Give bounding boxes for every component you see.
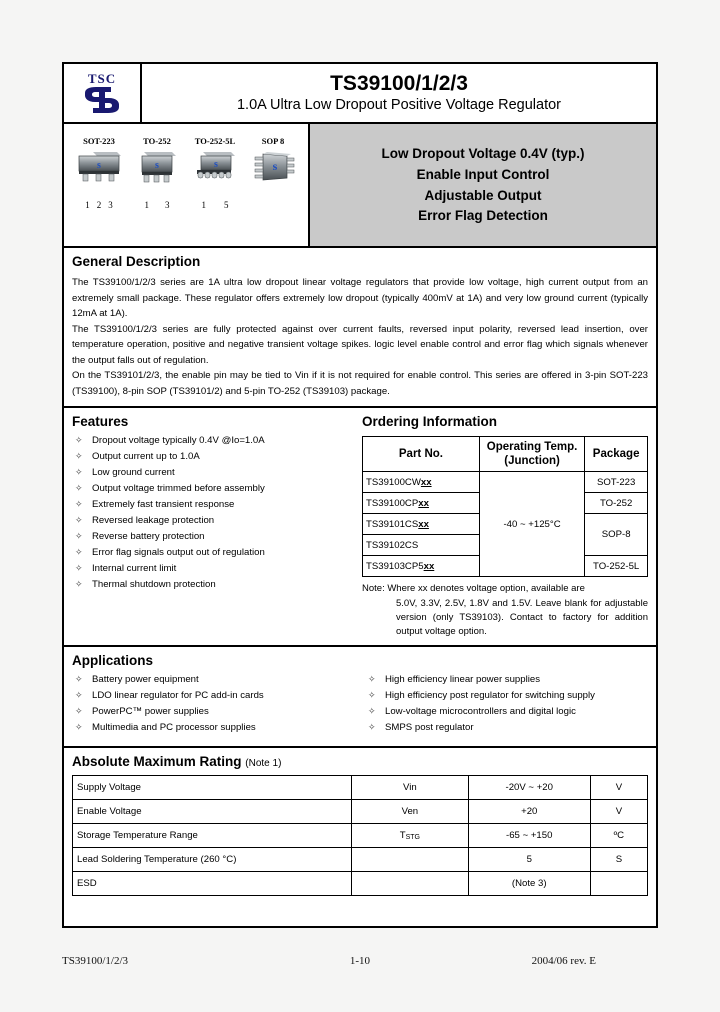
list-item	[365, 723, 648, 733]
section-heading: General Description	[72, 254, 201, 269]
highlight-line: Error Flag Detection	[418, 208, 548, 224]
list-item	[72, 675, 355, 685]
list-item	[72, 548, 350, 558]
cell-part-no	[363, 535, 480, 556]
svg-text:s: s	[155, 160, 159, 171]
section-heading: Features	[72, 414, 129, 430]
heading-text: Absolute Maximum Rating	[72, 753, 242, 769]
section-heading	[72, 754, 648, 770]
cell-package: TO-252-5L	[585, 556, 648, 577]
applications-list-right	[365, 675, 648, 739]
cell-parameter: ESD	[73, 872, 352, 896]
cell-symbol	[352, 776, 469, 800]
pin-numbers	[187, 200, 243, 210]
feature-text: Dropout voltage typically 0.4V @Io=1.0A	[92, 434, 265, 446]
package-label: SOP 8	[261, 136, 285, 146]
diamond-bullet-icon: ✧	[75, 673, 83, 684]
cell-unit: S	[590, 848, 647, 872]
table-row	[73, 824, 648, 848]
tsc-s-logo-icon	[81, 86, 123, 114]
list-item	[72, 500, 350, 510]
diamond-bullet-icon: ✧	[75, 563, 83, 574]
cell-part-no	[363, 493, 480, 514]
diamond-bullet-icon: ✧	[368, 705, 376, 716]
cell-parameter: Enable Voltage	[73, 800, 352, 824]
to-252-5l-chip-icon	[187, 150, 243, 202]
symbol-text: T	[399, 830, 406, 842]
diamond-bullet-icon: ✧	[75, 721, 83, 732]
section-heading: Applications	[72, 653, 154, 669]
header-line-1: Operating Temp.	[486, 440, 578, 453]
svg-text:s: s	[97, 160, 101, 171]
description-paragraph: The TS39100/1/2/3 series are fully protected against over current faults, reversed input polarity, reversed lead insertion, over temperature operation, positive and negative transient voltage spikes. logic level enable control and error flag which signals whenever the output falls out of regulation.	[72, 323, 648, 366]
application-text: Low-voltage microcontrollers and digital logic	[385, 705, 576, 717]
pin-numbers	[71, 200, 127, 210]
application-text: Battery power equipment	[92, 673, 199, 685]
page-header	[64, 64, 656, 124]
pin-number: 2	[96, 200, 102, 210]
applications-list-left	[72, 675, 355, 739]
package-images-cell	[64, 124, 310, 246]
cell-symbol	[352, 848, 469, 872]
diamond-bullet-icon: ✧	[368, 721, 376, 732]
diamond-bullet-icon: ✧	[75, 434, 83, 445]
ordering-information-section	[356, 408, 656, 645]
cell-symbol	[352, 824, 469, 848]
column-header-operating-temp	[479, 436, 584, 472]
note-rest: 5.0V, 3.3V, 2.5V, 1.8V and 1.5V. Leave blank for adjustable version (only TS39103). Contact to factory for addition output voltage option.	[396, 597, 648, 638]
cell-value: (Note 3)	[468, 872, 590, 896]
part-prefix: TS39101CS	[366, 518, 419, 530]
cell-unit	[590, 872, 647, 896]
application-text: High efficiency linear power supplies	[385, 673, 541, 685]
diamond-bullet-icon: ✧	[75, 482, 83, 493]
cell-value: -20V ~ +20	[468, 776, 590, 800]
package-sop-8	[245, 136, 301, 210]
part-subtitle: 1.0A Ultra Low Dropout Positive Voltage Regulator	[236, 96, 562, 113]
cell-operating-temp: -40 ~ +125°C	[479, 472, 584, 577]
part-xx-suffix: xx	[418, 518, 429, 530]
list-item	[72, 691, 355, 701]
company-logo	[64, 64, 142, 122]
diamond-bullet-icon: ✧	[75, 466, 83, 477]
diamond-bullet-icon: ✧	[75, 547, 83, 558]
application-text: SMPS post regulator	[385, 721, 474, 733]
list-item	[365, 691, 648, 701]
symbol-text: Ven	[401, 806, 419, 818]
features-ordering-band	[64, 408, 656, 647]
pin-number: 3	[165, 200, 170, 210]
diamond-bullet-icon: ✧	[368, 689, 376, 700]
highlight-line: Enable Input Control	[416, 166, 550, 182]
pin-numbers	[129, 200, 185, 210]
list-item	[72, 564, 350, 574]
symbol-subscript: STG	[405, 834, 420, 842]
column-header-part-no: Part No.	[363, 436, 480, 472]
package-highlight-band	[64, 124, 656, 248]
ordering-note	[362, 582, 648, 639]
cell-unit: V	[590, 776, 647, 800]
diamond-bullet-icon: ✧	[75, 579, 83, 590]
feature-text: Extremely fast transient response	[92, 499, 235, 510]
note-line-1: Note: Where xx denotes voltage option, available are	[362, 583, 585, 595]
diamond-bullet-icon: ✧	[75, 531, 83, 542]
list-item	[365, 675, 648, 685]
diamond-bullet-icon: ✧	[75, 450, 83, 461]
list-item	[365, 707, 648, 717]
page-title-block	[142, 64, 656, 122]
cell-unit: ºC	[590, 824, 647, 848]
feature-text: Output voltage trimmed before assembly	[92, 482, 265, 494]
cell-part-no	[363, 556, 480, 577]
logo-text: TSC	[87, 71, 117, 86]
features-section	[64, 408, 356, 645]
table-row	[73, 800, 648, 824]
description-paragraph: The TS39100/1/2/3 series are 1A ultra low dropout linear voltage regulators that provide low voltage, high current output from an extremely small package. These regulator offers extremely low dropout (typically 400mV at 1A) and very low ground current (typically 12mA at 1A).	[72, 277, 648, 320]
ordering-table	[362, 436, 648, 578]
applications-section	[64, 647, 656, 748]
to-252-chip-icon	[129, 150, 185, 202]
cell-value: 5	[468, 848, 590, 872]
feature-text: Reverse battery protection	[92, 531, 205, 543]
diamond-bullet-icon: ✧	[75, 499, 83, 509]
cell-parameter: Storage Temperature Range	[73, 824, 352, 848]
package-sot-223	[71, 136, 127, 210]
pin-number: 5	[224, 200, 229, 210]
list-item	[72, 723, 355, 733]
page-footer	[62, 955, 658, 967]
column-header-package: Package	[585, 436, 648, 472]
diamond-bullet-icon: ✧	[75, 689, 83, 700]
section-heading: Ordering Information	[362, 414, 497, 430]
applications-columns	[72, 675, 648, 739]
part-prefix: TS39103CP5	[366, 560, 424, 572]
sop-8-chip-icon	[245, 150, 301, 202]
features-list	[72, 436, 350, 590]
application-text: LDO linear regulator for PC add-in cards	[92, 689, 264, 701]
list-item	[72, 580, 350, 590]
list-item	[72, 468, 350, 478]
cell-package: SOP-8	[585, 514, 648, 556]
package-to-252	[129, 136, 185, 210]
part-xx-suffix: xx	[420, 476, 432, 488]
application-text: PowerPC™ power supplies	[92, 705, 209, 717]
diamond-bullet-icon: ✧	[75, 515, 83, 526]
application-text: Multimedia and PC processor supplies	[92, 721, 256, 733]
svg-text:s: s	[272, 159, 278, 173]
table-row	[73, 872, 648, 896]
cell-value: -65 ~ +150	[468, 824, 590, 848]
general-description-section	[64, 248, 656, 408]
cell-part-no	[363, 514, 480, 535]
footer-page-number: 1-10	[349, 955, 371, 967]
part-prefix: TS39100CP	[366, 497, 419, 509]
cell-unit: V	[590, 800, 647, 824]
list-item	[72, 516, 350, 526]
cell-symbol	[352, 872, 469, 896]
table-row	[73, 848, 648, 872]
cell-part-no	[363, 472, 480, 493]
package-label: TO-252	[143, 136, 171, 146]
diamond-bullet-icon: ✧	[368, 673, 376, 684]
pin-number: 1	[85, 200, 90, 210]
feature-highlight-box	[310, 124, 656, 246]
package-label: TO-252-5L	[194, 136, 236, 146]
description-paragraph: On the TS39101/2/3, the enable pin may be tied to Vin if it is not required for enable control. This series are offered in 3-pin SOT-223 (TS39100), 8-pin SOP (TS39101/2) and 5-pin TO-252 (TS39103) package.	[72, 370, 648, 397]
list-item	[72, 452, 350, 462]
feature-text: Error flag signals output out of regulation	[92, 547, 265, 559]
feature-text: Internal current limit	[92, 563, 177, 575]
feature-text: Output current up to 1.0A	[92, 450, 200, 462]
feature-text: Reversed leakage protection	[92, 515, 215, 527]
sot-223-chip-icon	[71, 150, 127, 202]
pin-number: 1	[144, 200, 149, 210]
cell-symbol	[352, 800, 469, 824]
absolute-maximum-table	[72, 775, 648, 896]
pin-number: 1	[201, 200, 206, 210]
table-header-row	[363, 436, 648, 472]
heading-note: (Note 1)	[245, 757, 282, 769]
part-xx-suffix: xx	[423, 560, 435, 572]
list-item	[72, 532, 350, 542]
svg-text:s: s	[214, 159, 218, 170]
part-xx-suffix: xx	[418, 497, 429, 509]
part-prefix: TS39100CW	[366, 476, 421, 488]
cell-parameter: Lead Soldering Temperature (260 °C)	[73, 848, 352, 872]
diamond-bullet-icon: ✧	[75, 705, 83, 716]
absolute-maximum-rating-section	[64, 748, 656, 904]
feature-text: Low ground current	[92, 466, 175, 478]
datasheet-page	[62, 62, 658, 928]
feature-text: Thermal shutdown protection	[92, 579, 216, 591]
header-line-2: (Junction)	[504, 455, 560, 467]
pin-number: 3	[108, 200, 113, 210]
package-label: SOT-223	[83, 136, 115, 146]
cell-package: SOT-223	[585, 472, 648, 493]
part-prefix: TS39102CS	[366, 539, 419, 551]
package-to-252-5l	[187, 136, 243, 210]
cell-value: +20	[468, 800, 590, 824]
highlight-line: Low Dropout Voltage 0.4V (typ.)	[381, 146, 585, 162]
cell-parameter: Supply Voltage	[73, 776, 352, 800]
highlight-line: Adjustable Output	[424, 187, 542, 203]
table-row	[73, 776, 648, 800]
application-text: High efficiency post regulator for switching supply	[385, 689, 595, 701]
table-row	[363, 472, 648, 493]
footer-part-number: TS39100/1/2/3	[62, 955, 129, 967]
cell-package: TO-252	[585, 493, 648, 514]
list-item	[72, 484, 350, 494]
part-number-title: TS39100/1/2/3	[330, 71, 468, 95]
symbol-text: Vin	[403, 782, 417, 794]
footer-revision: 2004/06 rev. E	[531, 955, 596, 967]
list-item	[72, 436, 350, 446]
list-item	[72, 707, 355, 717]
